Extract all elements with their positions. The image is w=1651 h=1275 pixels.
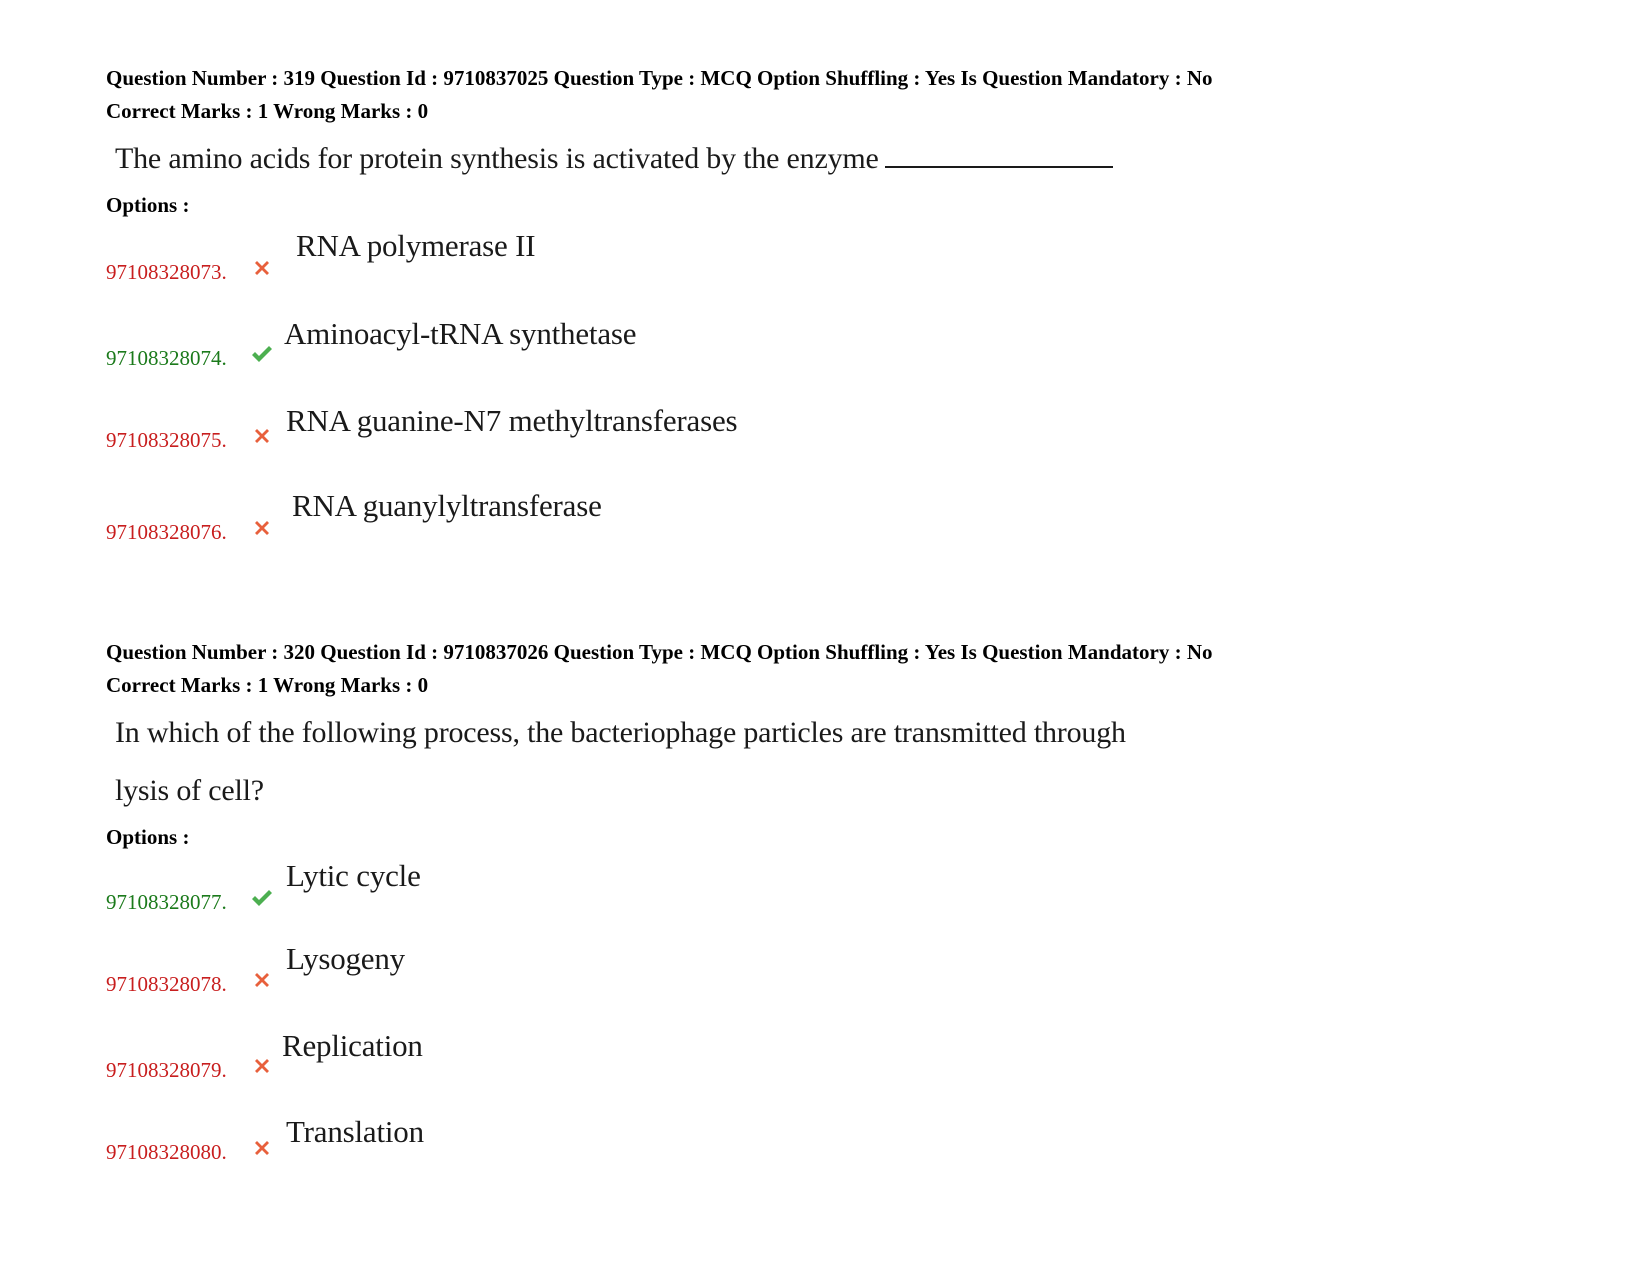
option-97108328078 — [106, 941, 1606, 1030]
option-id: 97108328080. — [106, 1140, 227, 1164]
options-label: Options : — [106, 193, 190, 217]
option-id: 97108328076. — [106, 520, 227, 544]
check-icon — [250, 342, 274, 366]
option-text: Translation — [286, 1114, 424, 1149]
question-text-content: The amino acids for protein synthesis is activated by the enzyme — [115, 142, 879, 175]
option-97108328080 — [106, 1116, 1606, 1176]
cross-icon — [250, 1054, 274, 1078]
cross-icon — [250, 256, 274, 280]
answer-blank — [885, 144, 1113, 168]
option-text: Replication — [282, 1028, 423, 1063]
option-text: Lysogeny — [286, 941, 405, 976]
option-text: Lytic cycle — [286, 858, 421, 893]
question-marks: Correct Marks : 1 Wrong Marks : 0 — [106, 673, 429, 697]
option-97108328077 — [106, 858, 1606, 944]
option-id: 97108328078. — [106, 972, 227, 996]
option-97108328073 — [106, 228, 1606, 316]
check-icon — [250, 886, 274, 910]
option-text: RNA polymerase II — [296, 228, 536, 263]
question-marks: Correct Marks : 1 Wrong Marks : 0 — [106, 99, 429, 123]
option-id: 97108328073. — [106, 260, 227, 284]
option-97108328076 — [106, 488, 1606, 574]
question-text — [115, 130, 1606, 188]
question-320 — [106, 636, 1606, 1176]
cross-icon — [250, 424, 274, 448]
option-text: RNA guanine-N7 methyltransferases — [286, 403, 738, 438]
question-meta: Question Number : 320 Question Id : 9710837026 Question Type : MCQ Option Shuffling : Yes Is Question Mandatory : No — [106, 640, 1213, 664]
option-97108328074 — [106, 316, 1606, 402]
question-319 — [106, 62, 1606, 574]
cross-icon — [250, 516, 274, 540]
cross-icon — [250, 968, 274, 992]
question-text-line-1: In which of the following process, the bacteriophage particles are transmitted through — [115, 716, 1126, 749]
option-id: 97108328077. — [106, 890, 227, 914]
option-id: 97108328079. — [106, 1058, 227, 1082]
question-meta: Question Number : 319 Question Id : 9710837025 Question Type : MCQ Option Shuffling : Yes Is Question Mandatory : No — [106, 66, 1213, 90]
option-id: 97108328074. — [106, 346, 227, 370]
option-97108328079 — [106, 1030, 1606, 1116]
option-97108328075 — [106, 402, 1606, 488]
cross-icon — [250, 1136, 274, 1160]
options-label: Options : — [106, 825, 190, 849]
option-text: RNA guanylyltransferase — [292, 488, 602, 523]
option-text: Aminoacyl-tRNA synthetase — [284, 316, 637, 351]
question-text-line-2: lysis of cell? — [115, 774, 264, 807]
option-id: 97108328075. — [106, 428, 227, 452]
